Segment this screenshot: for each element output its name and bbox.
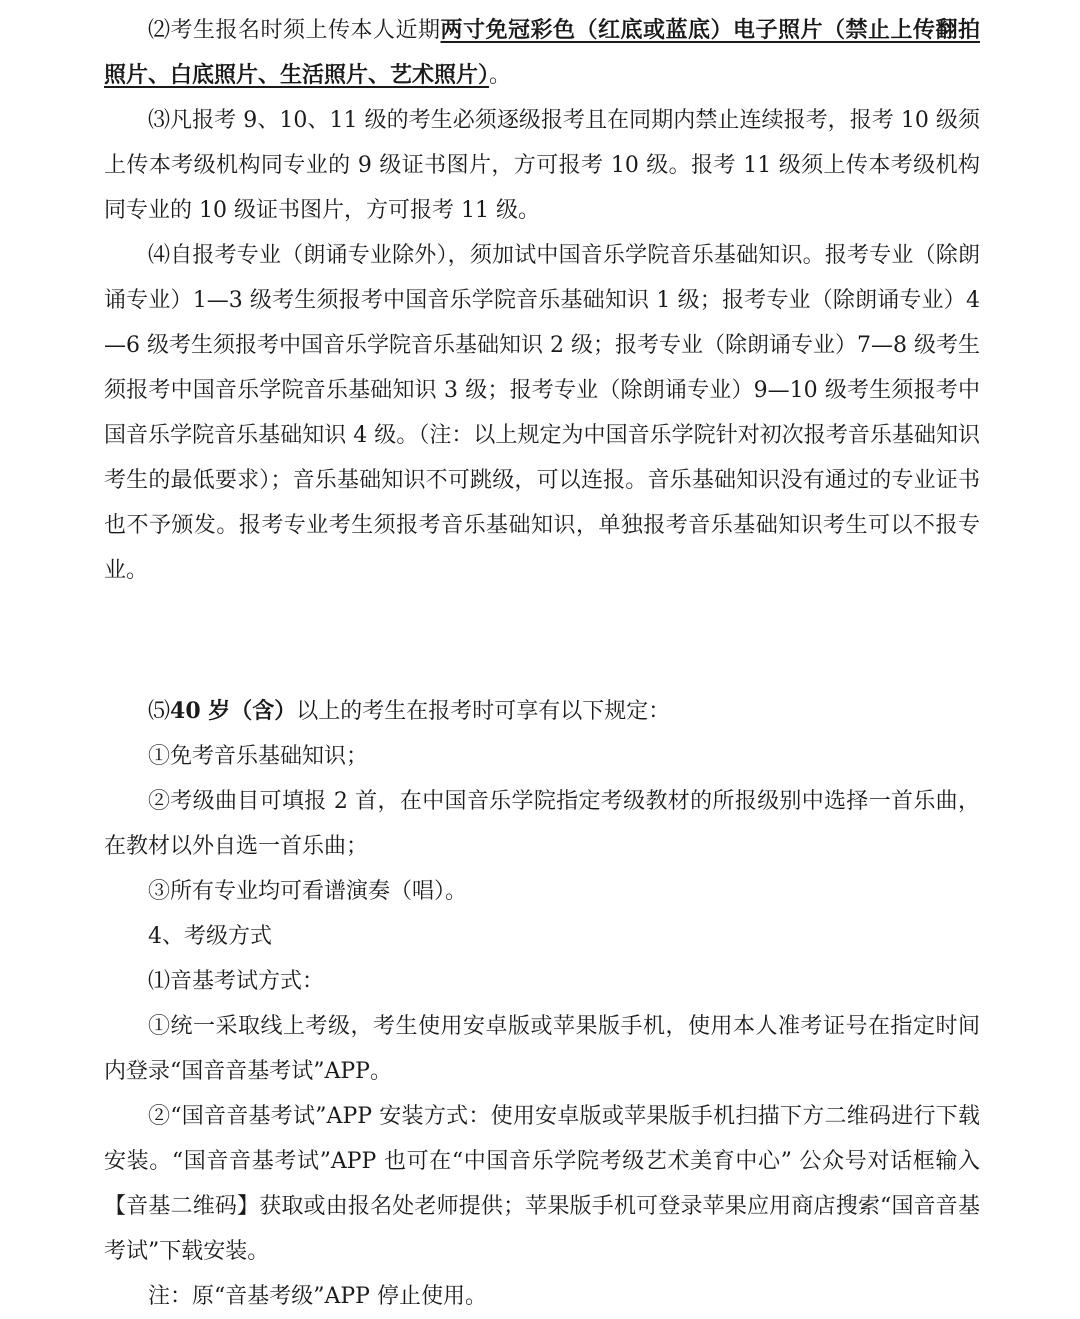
subheading-basics-exam: ⑴音基考试方式： — [148, 969, 325, 994]
photo-requirement-prefix: ⑵考生报名时须上传本人近期 — [148, 18, 441, 43]
age-item-2: ②考级曲目可填报 2 首，在中国音乐学院指定考级教材的所报级别中选择一首乐曲，在教材以外自选一首乐曲； — [104, 789, 980, 859]
photo-requirement-suffix: 。 — [489, 63, 512, 88]
method-item-2: ②“国音音基考试”APP 安装方式：使用安卓版或苹果版手机扫描下方二维码进行下载安装。“国音音基考试”APP 也可在“中国音乐学院考级艺术美育中心” 公众号对话框输入【音基二维码】获取或由报名处老师提供；苹果版手机可登录苹果应用商店搜索“国音音基考试”下载安装。 — [104, 1104, 980, 1264]
age-rule-suffix: 以上的考生在报考时可享有以下规定： — [296, 699, 671, 724]
age-item-1: ①免考音乐基础知识； — [148, 744, 369, 769]
paragraph-level-rules: ⑶凡报考 9、10、11 级的考生必须逐级报考且在同期内禁止连续报考，报考 10 级须上传本考级机构同专业的 9 级证书图片，方可报考 10 级。报考 11 级须上传本考级机构同专业的 10 级证书图片，方可报考 11 级。 — [104, 108, 980, 223]
method-item-1: ①统一采取线上考级，考生使用安卓版或苹果版手机，使用本人准考证号在指定时间内登录“国音音基考试”APP。 — [104, 1014, 980, 1084]
age-rule-prefix: ⑸ — [148, 699, 171, 724]
blank-gap — [104, 593, 980, 689]
document-body — [104, 8, 980, 1319]
photo-requirement-emphasis: 两寸免冠彩色（红底或蓝底）电子照片（禁止上传翻拍照片、白底照片、生活照片、艺术照片） — [104, 17, 980, 88]
note-app-discontinued: 注：原“音基考级”APP 停止使用。 — [148, 1284, 487, 1309]
paragraph-music-basics: ⑷自报考专业（朗诵专业除外），须加试中国音乐学院音乐基础知识。报考专业（除朗诵专业）1—3 级考生须报考中国音乐学院音乐基础知识 1 级；报考专业（除朗诵专业）4—6 级考生须报考中国音乐学院音乐基础知识 2 级；报考专业（除朗诵专业）7—8 级考生须报考中国音乐学院音乐基础知识 3 级；报考专业（除朗诵专业）9—10 级考生须报考中国音乐学院音乐基础知识 4 级。（注：以上规定为中国音乐学院针对初次报考音乐基础知识考生的最低要求）；音乐基础知识不可跳级，可以连报。音乐基础知识没有通过的专业证书也不予颁发。报考专业考生须报考音乐基础知识，单独报考音乐基础知识考生可以不报专业。 — [104, 243, 980, 583]
section-heading-exam-method: 4、考级方式 — [148, 924, 272, 949]
paragraph-photo-requirement — [104, 8, 980, 98]
age-rule-bold: 40 岁（含） — [170, 698, 297, 724]
paragraph-age-rule — [104, 689, 980, 734]
age-item-3: ③所有专业均可看谱演奏（唱）。 — [148, 879, 468, 904]
